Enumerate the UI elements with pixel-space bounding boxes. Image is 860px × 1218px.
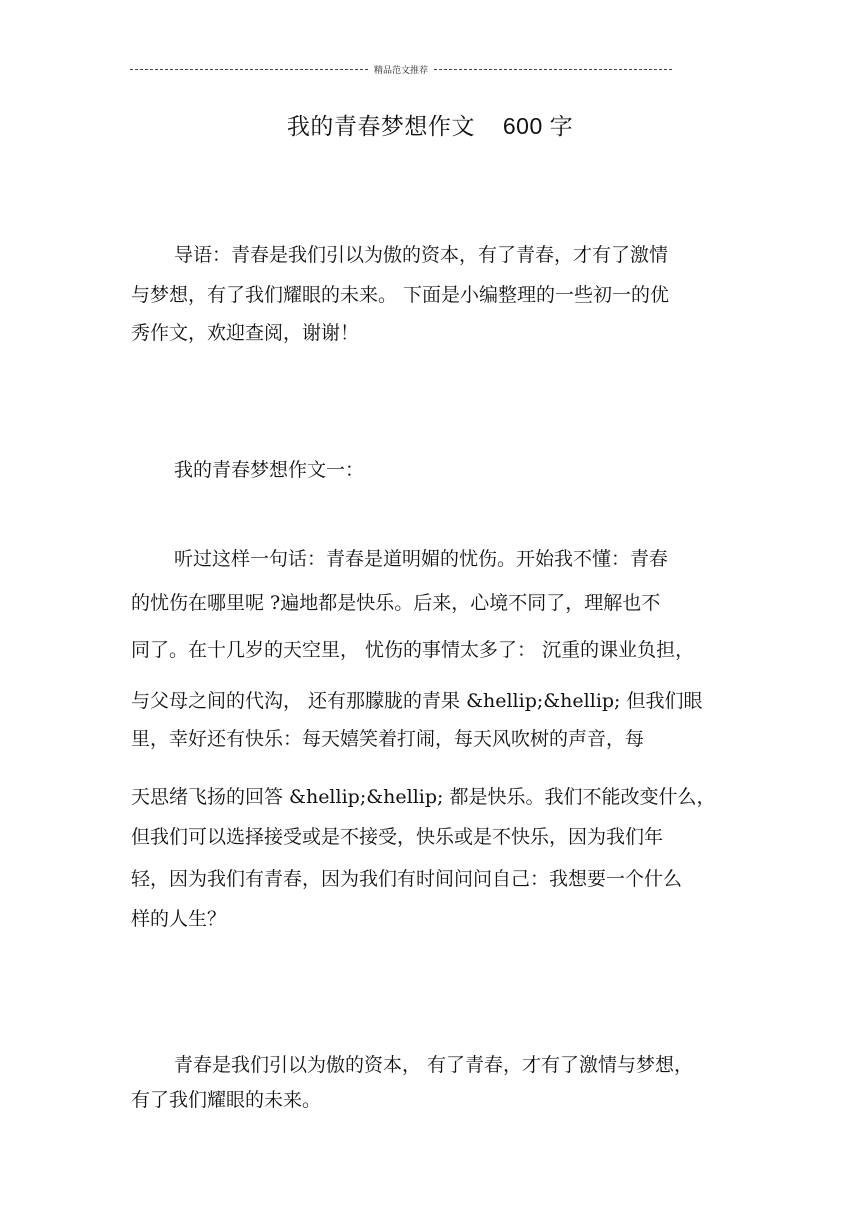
body-line: 听过这样一句话：青春是道明媚的忧伤。开始我不懂：青春	[174, 548, 669, 570]
document-title	[0, 108, 860, 141]
body-line: 的忧伤在哪里呢 ?遍地都是快乐。后来，心境不同了，理解也不	[131, 592, 661, 614]
closing-line: 青春是我们引以为傲的资本， 有了青春，才有了激情与梦想，	[174, 1054, 694, 1076]
intro-line: 与梦想，有了我们耀眼的未来。 下面是小编整理的一些初一的优	[131, 284, 670, 306]
body-line: 样的人生？	[131, 908, 227, 930]
title-text: 我的青春梦想作文	[286, 114, 475, 140]
body-line: 里，幸好还有快乐：每天嬉笑着打闹，每天风吹树的声音，每	[131, 728, 645, 750]
header-dash-left	[130, 69, 368, 70]
body-line: 轻，因为我们有青春，因为我们有时间问问自己：我想要一个什么	[131, 868, 683, 890]
header-label: 精品范文推荐	[374, 65, 429, 76]
closing-line: 有了我们耀眼的未来。	[131, 1089, 322, 1111]
body-line: 与父母之间的代沟， 还有那朦胧的青果 &hellip;&hellip; 但我们眼	[131, 690, 703, 712]
section-heading: 我的青春梦想作文一：	[174, 459, 365, 481]
title-count: 600 字	[502, 113, 574, 139]
intro-line: 秀作文，欢迎查阅，谢谢！	[131, 322, 360, 344]
header-dash-right	[434, 69, 672, 70]
page-header	[130, 62, 672, 76]
body-line: 同了。在十几岁的天空里， 忧伤的事情太多了： 沉重的课业负担，	[131, 639, 695, 661]
body-line: 天思绪飞扬的回答 &hellip;&hellip; 都是快乐。我们不能改变什么，	[131, 786, 716, 808]
body-line: 但我们可以选择接受或是不接受，快乐或是不快乐，因为我们年	[131, 826, 664, 848]
intro-line: 导语：青春是我们引以为傲的资本，有了青春，才有了激情	[174, 244, 669, 266]
